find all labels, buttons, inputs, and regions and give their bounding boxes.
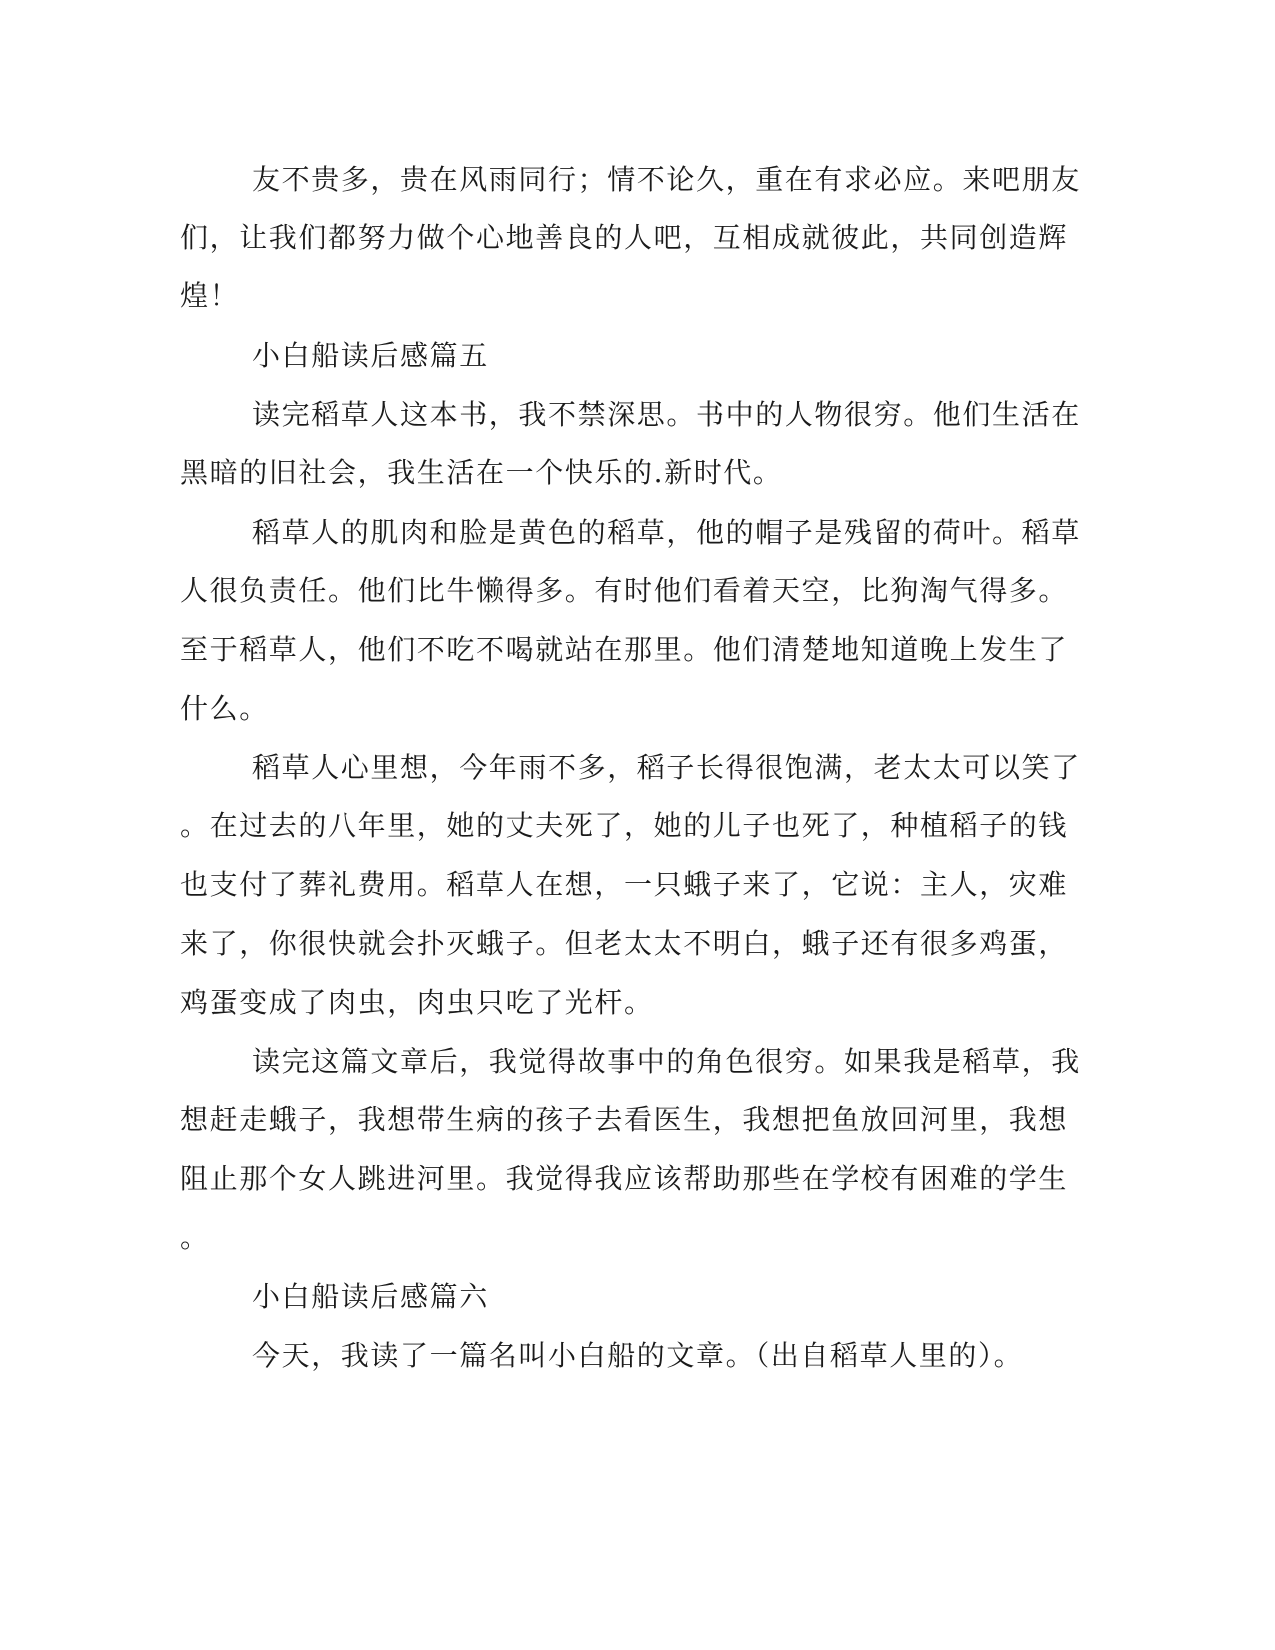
text-line: 也支付了葬礼费用。稻草人在想，一只蛾子来了，它说：主人，灾难: [180, 868, 1069, 901]
text-line: 读完稻草人这本书，我不禁深思。书中的人物很穷。他们生活在: [252, 398, 1081, 431]
text-line: 人很负责任。他们比牛懒得多。有时他们看着天空，比狗淘气得多。: [180, 574, 1069, 607]
text-line: 鸡蛋变成了肉虫，肉虫只吃了光杆。: [180, 986, 654, 1019]
text-line: 。在过去的八年里，她的丈夫死了，她的儿子也死了，种植稻子的钱: [180, 809, 1069, 842]
text-line: 至于稻草人，他们不吃不喝就站在那里。他们清楚地知道晚上发生了: [180, 633, 1069, 666]
text-line: 煌！: [180, 279, 240, 312]
text-line: 什么。: [180, 692, 269, 725]
text-line: 今天，我读了一篇名叫小白船的文章。（出自稻草人里的）。: [252, 1339, 1024, 1372]
text-line: 来了，你很快就会扑灭蛾子。但老太太不明白，蛾子还有很多鸡蛋，: [180, 927, 1069, 960]
text-line: 阻止那个女人跳进河里。我觉得我应该帮助那些在学校有困难的学生: [180, 1162, 1069, 1195]
text-line: 读完这篇文章后，我觉得故事中的角色很穷。如果我是稻草，我: [252, 1045, 1081, 1078]
text-line: 友不贵多，贵在风雨同行；情不论久，重在有求必应。来吧朋友: [252, 163, 1081, 196]
section-heading: 小白船读后感篇五: [252, 339, 489, 372]
text-line: 稻草人心里想，今年雨不多，稻子长得很饱满，老太太可以笑了: [252, 751, 1081, 784]
text-line: 黑暗的旧社会，我生活在一个快乐的.新时代。: [180, 456, 783, 489]
text-line: 稻草人的肌肉和脸是黄色的稻草，他的帽子是残留的荷叶。稻草: [252, 516, 1081, 549]
text-line: 们，让我们都努力做个心地善良的人吧，互相成就彼此，共同创造辉: [180, 221, 1069, 254]
section-heading: 小白船读后感篇六: [252, 1280, 489, 1313]
text-line: 。: [180, 1221, 210, 1254]
text-line: 想赶走蛾子，我想带生病的孩子去看医生，我想把鱼放回河里，我想: [180, 1103, 1069, 1136]
